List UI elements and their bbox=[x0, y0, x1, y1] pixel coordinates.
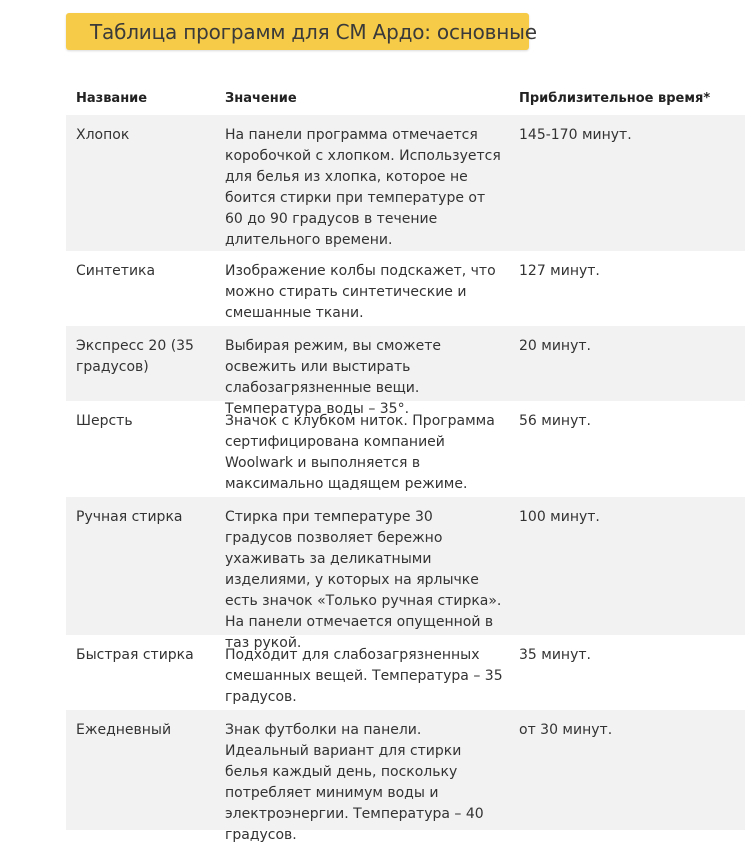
program-name: Ежедневный bbox=[76, 722, 172, 738]
program-time: 127 минут. bbox=[519, 263, 600, 279]
program-name: Хлопок bbox=[76, 127, 130, 143]
table-row bbox=[66, 326, 745, 417]
table-row bbox=[66, 251, 745, 326]
table-row bbox=[66, 710, 745, 843]
program-name: Быстрая стирка bbox=[76, 647, 194, 663]
program-description: Изображение колбы подскажет, что можно стирать синтетические и смешанные ткани. bbox=[225, 263, 496, 321]
program-description: Знак футболки на панели. Идеальный вариант для стирки белья каждый день, поскольку потребляет минимум воды и электроэнергии. Температура – 40 градусов. bbox=[225, 722, 484, 843]
program-name: Экспресс 20 (35 градусов) bbox=[76, 338, 194, 375]
programs-table bbox=[66, 78, 745, 843]
program-description: Выбирая режим, вы сможете освежить или выстирать слабозагрязненные вещи. Температура воды – 35°. bbox=[225, 338, 441, 417]
table-title-banner bbox=[66, 13, 537, 50]
program-description: На панели программа отмечается коробочкой с хлопком. Используется для белья из хлопка, которое не боится стирки при температуре от 60 до 90 градусов в течение длительного времени. bbox=[225, 127, 501, 248]
table-row bbox=[66, 401, 745, 497]
program-time: 20 минут. bbox=[519, 338, 591, 354]
table-title: Таблица программ для СМ Ардо: основные bbox=[90, 19, 537, 44]
table-row bbox=[66, 115, 745, 251]
program-description: Стирка при температуре 30 градусов позволяет бережно ухаживать за деликатными изделиями, у которых на ярлычке есть значок «Только ручная стирка». На панели отмечается опущенной в таз рукой. bbox=[225, 509, 502, 651]
program-name: Синтетика bbox=[76, 263, 156, 279]
table-header-row bbox=[66, 78, 745, 115]
header-time: Приблизительное время* bbox=[519, 91, 711, 106]
program-time: 100 минут. bbox=[519, 509, 600, 525]
program-time: 35 минут. bbox=[519, 647, 591, 663]
table-row bbox=[66, 635, 745, 710]
program-name: Шерсть bbox=[76, 413, 133, 429]
table-row bbox=[66, 497, 745, 651]
header-description: Значение bbox=[225, 91, 297, 106]
header-name: Название bbox=[76, 91, 148, 106]
program-time: 56 минут. bbox=[519, 413, 591, 429]
program-time: от 30 минут. bbox=[519, 722, 613, 738]
program-time: 145-170 минут. bbox=[519, 127, 632, 143]
program-name: Ручная стирка bbox=[76, 509, 183, 525]
program-description: Значок с клубком ниток. Программа сертифицирована компанией Woolwark и выполняется в максимально щадящем режиме. bbox=[225, 413, 495, 492]
program-description: Подходит для слабозагрязненных смешанных вещей. Температура – 35 градусов. bbox=[225, 647, 503, 705]
